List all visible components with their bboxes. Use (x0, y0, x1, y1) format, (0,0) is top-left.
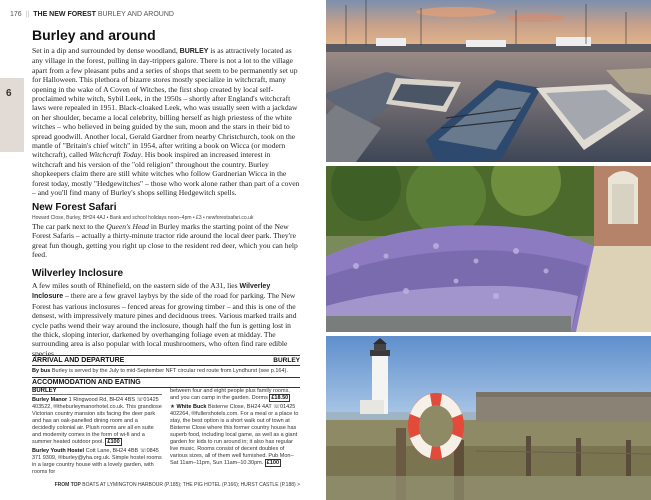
accommodation-subheading: BURLEY (32, 388, 162, 395)
listing-column-1 (32, 388, 162, 478)
accommodation-bar (32, 377, 300, 388)
arrival-heading: ARRIVAL AND DEPARTURE (32, 357, 125, 364)
listing-column-2 (170, 388, 300, 478)
page-number: 176 (10, 11, 22, 18)
burley-section (32, 27, 300, 198)
safari-section (32, 202, 300, 260)
arrival-section (32, 355, 300, 375)
listing-white-buck: ★ White Buck Bisterne Close, BH24 4AT ☏01425 402264, ✉fullershotels.com. For a meal or a place to stay, the best option is a short walk out of town at Bisterne Close where this former country house has superb food, including local game, as well as a giant garden for kids to run around in; it also has regular live music. Rooms consist of decent doubles of various sizes, all of them well furnished. Pub Mon–Sat 11am–11pm, Sun 11am–10.30pm. £100 (170, 404, 299, 466)
burley-heading: Burley and around (32, 27, 156, 43)
photo-lavender-garden (326, 166, 651, 332)
listing-youth-hostel: Burley Youth Hostel Cott Lane, BH24 4BB ☏0845 371 9309, ✉burley@yha.org.uk. Simple hostel rooms in a large country house with a lovely garden, with rooms for (32, 448, 162, 475)
photo-hurst-castle (326, 336, 651, 500)
right-page (326, 0, 651, 500)
wilverley-heading: Wilverley Inclosure (32, 268, 124, 279)
boats-image (326, 0, 651, 162)
lavender-image (326, 166, 651, 332)
accommodation-listings (32, 388, 300, 478)
wilverley-section (32, 268, 300, 358)
safari-address: Howard Close, Burley, BH24 4AJ • Bank and school holidays noon–4pm • £3 • newforestsafari.co.uk (32, 215, 254, 221)
running-head-separator: || (25, 11, 30, 18)
running-head (10, 11, 174, 18)
accommodation-header (32, 377, 300, 388)
arrival-bar (32, 355, 300, 366)
wilverley-paragraph: A few miles south of Rhinefield, on the eastern side of the A31, lies Wilverley Inclosure – there are a few gravel laybys by the side of the road for parking. The New Forest has various inclosures – fenced areas for growing timber – and this is one of the densest, with impressively mature pines and deciduous trees. Various marked trails and cycle paths wend their way around the inclosure, though half the fun is getting lost in the thick, sloping interior, darkened by overhanging foliage even at midday. The surrounding area is also popular with local mushroomers, who often find rare edible species. (32, 281, 297, 358)
photo-caption: FROM TOP BOATS AT LYMINGTON HARBOUR (P.185); THE PIG HOTEL (P.166); HURST CASTLE (P.188) > (54, 482, 300, 488)
section-name: THE NEW FOREST (33, 11, 96, 18)
chapter-tab (0, 78, 24, 152)
safari-heading: New Forest Safari (32, 202, 117, 213)
chapter-name: BURLEY AND AROUND (97, 11, 174, 18)
burley-paragraph: Set in a dip and surrounded by dense woodland, BURLEY is as attractively located as any village in the forest, pulling in day-trippers galore. There is not a lot to the village apart from a few pleasant pubs and a series of shops that seem to be permanently set up for Halloween. This plethora of bizarre stores mostly specialize in witchcraft, many opening in the wake of A Coven of Witches, the first shop created by local self-proclaimed white witch, Sybil Leek, in the 1950s – shortly after England's witchcraft laws were repealed in 1951. Black-cloaked Leek, who was usually seen with a jackdaw on her shoulder, became a local celebrity, billing herself as high priestess of the white witches – who believed in being guided by the sun, moon and the stars in their bid to spread goodwill. Another local, Gerald Gardner from nearby Christchurch, took on the mantle of "Britain's chief witch" in 1954, after writing a book on Wicca (or modern witchcraft), called Witchcraft Today. His book inspired an increased interest in witchcraft and his version of the "old religion" throughout the country. Burley shopkeepers claim there are still white witches who follow Gardnerian Wicca in the forest today, mostly "Hedgewitches" – those who work alone rather than part of a coven – and you'll find many of Burley's shops selling Hedgewitch spells. (32, 46, 300, 198)
hurst-castle-image (326, 336, 651, 500)
arrival-tag: BURLEY (273, 357, 300, 364)
chapter-tab-number: 6 (6, 88, 12, 99)
accommodation-heading: ACCOMMODATION AND EATING (32, 379, 141, 386)
safari-paragraph: The car park next to the Queen's Head in Burley marks the starting point of the New Forest Safaris – actually a thirty-minute tractor ride around the local deer park. They're great fun though, getting you right up close to the resident red deer, which you can help feed. (32, 222, 298, 260)
listing-hostel-continued: between four and eight people plus family rooms, and you can camp in the garden. Dorms £18.50 (170, 388, 290, 401)
star-icon: ★ (170, 404, 177, 410)
arrival-text: By bus Burley is served by the July to mid-September NFT circular red route from Lyndhurst (see p.164). (32, 368, 288, 374)
photo-boats-harbour (326, 0, 651, 162)
listing-burley-manor: Burley Manor 1 Ringwood Rd, BH24 4BS ☏01425 403522, ✉theburleymanorhotel.co.uk. This grandiose Victorian country mansion sits facing the deer park and has an oak-panelled dining room and a decidedly colonial air. Plush rooms are all en suite and modernity comes in the form of wi-fi and a summer heated outdoor pool. £100 (32, 397, 162, 445)
